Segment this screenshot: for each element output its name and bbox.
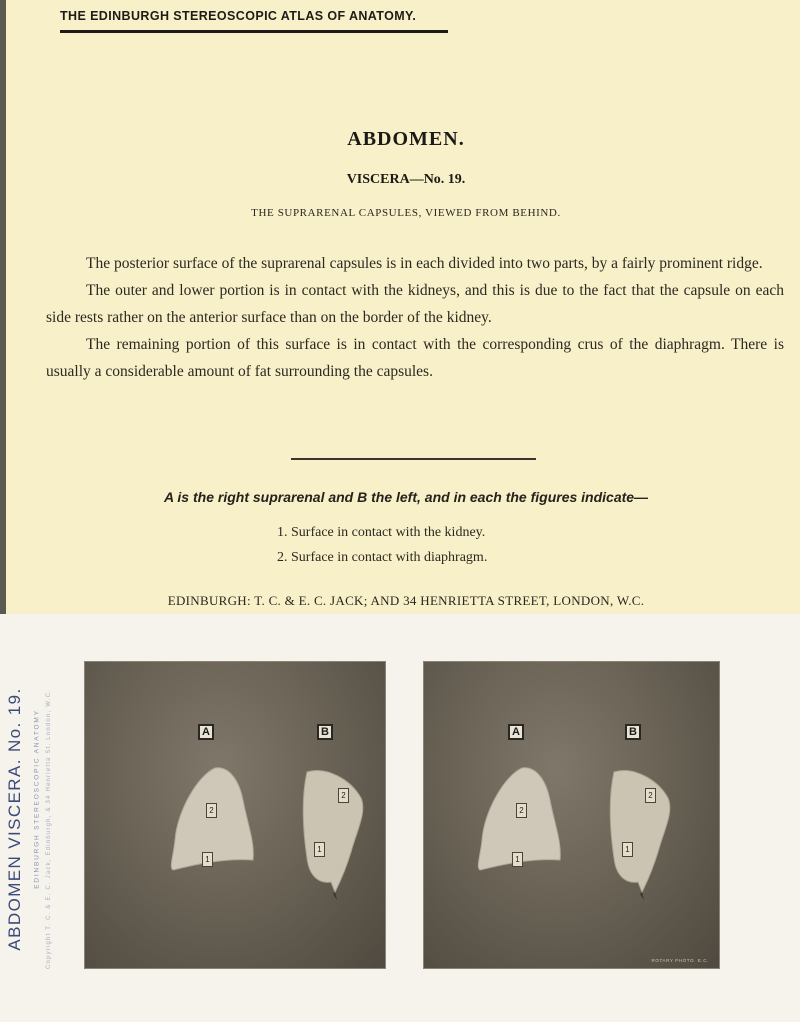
crus-ridge [333,892,337,900]
spine-title-strip [0,614,30,1022]
paragraph: The outer and lower portion is in contact with the kidneys, and this is due to the fact that the capsule on each side rests rather on the anterior surface than on the border of the kidney. [46,282,784,326]
stereo-photo-left [85,662,385,968]
marker-2: 2 [516,803,527,818]
suprarenal-b [610,771,670,892]
label-a: A [508,724,524,740]
marker-1: 1 [314,842,325,857]
marker-1: 1 [512,852,523,867]
label-b: B [317,724,333,740]
plate-description: THE SUPRARENAL CAPSULES, VIEWED FROM BEHIND. [251,207,561,219]
label-b: B [625,724,641,740]
marker-1: 1 [202,852,213,867]
legend-intro: A is the right suprarenal and B the left, and in each the figures indicate— [163,489,649,505]
photo-credit: ROTARY PHOTO. E.C. [651,958,709,963]
plate-subtitle: VISCERA—No. 19. [346,172,466,187]
marker-1: 1 [622,842,633,857]
spine-copyright-strip [42,614,56,1022]
publisher-imprint: EDINBURGH: T. C. & E. C. JACK; AND 34 HENRIETTA STREET, LONDON, W.C. [167,593,645,608]
paragraph: The posterior surface of the suprarenal capsules is in each divided into two parts, by a fairly prominent ridge. [86,255,763,272]
spine-title: ABDOMEN VISCERA. No. 19. [5,687,24,951]
specimen-illustration [85,662,385,968]
legend-item: 2. Surface in contact with diaphragm. [277,550,488,565]
marker-2: 2 [338,788,349,803]
specimen-illustration [424,662,719,968]
header-rule [60,30,448,33]
label-a: A [198,724,214,740]
running-head: THE EDINBURGH STEREOSCOPIC ATLAS OF ANATOMY. [60,9,417,23]
section-divider [291,458,536,460]
spine-copyright: Copyright T. C. & E. C. Jack, Edinburgh, & 34 Henrietta St. London, W.C. [46,688,52,970]
marker-2: 2 [206,803,217,818]
marker-2: 2 [645,788,656,803]
stereo-card [0,614,800,1022]
plate-title: ABDOMEN. [347,128,465,150]
crus-ridge [640,892,644,900]
legend-list [277,520,487,570]
suprarenal-b [303,771,363,892]
stereo-photo-right [424,662,719,968]
body-text [46,250,784,385]
paragraph: The remaining portion of this surface is in contact with the corresponding crus of the diaphragm. There is usually a considerable amount of fat surrounding the capsules. [46,336,784,380]
spine-series: EDINBURGH STEREOSCOPIC ANATOMY [33,709,41,889]
legend-item: 1. Surface in contact with the kidney. [277,525,486,540]
